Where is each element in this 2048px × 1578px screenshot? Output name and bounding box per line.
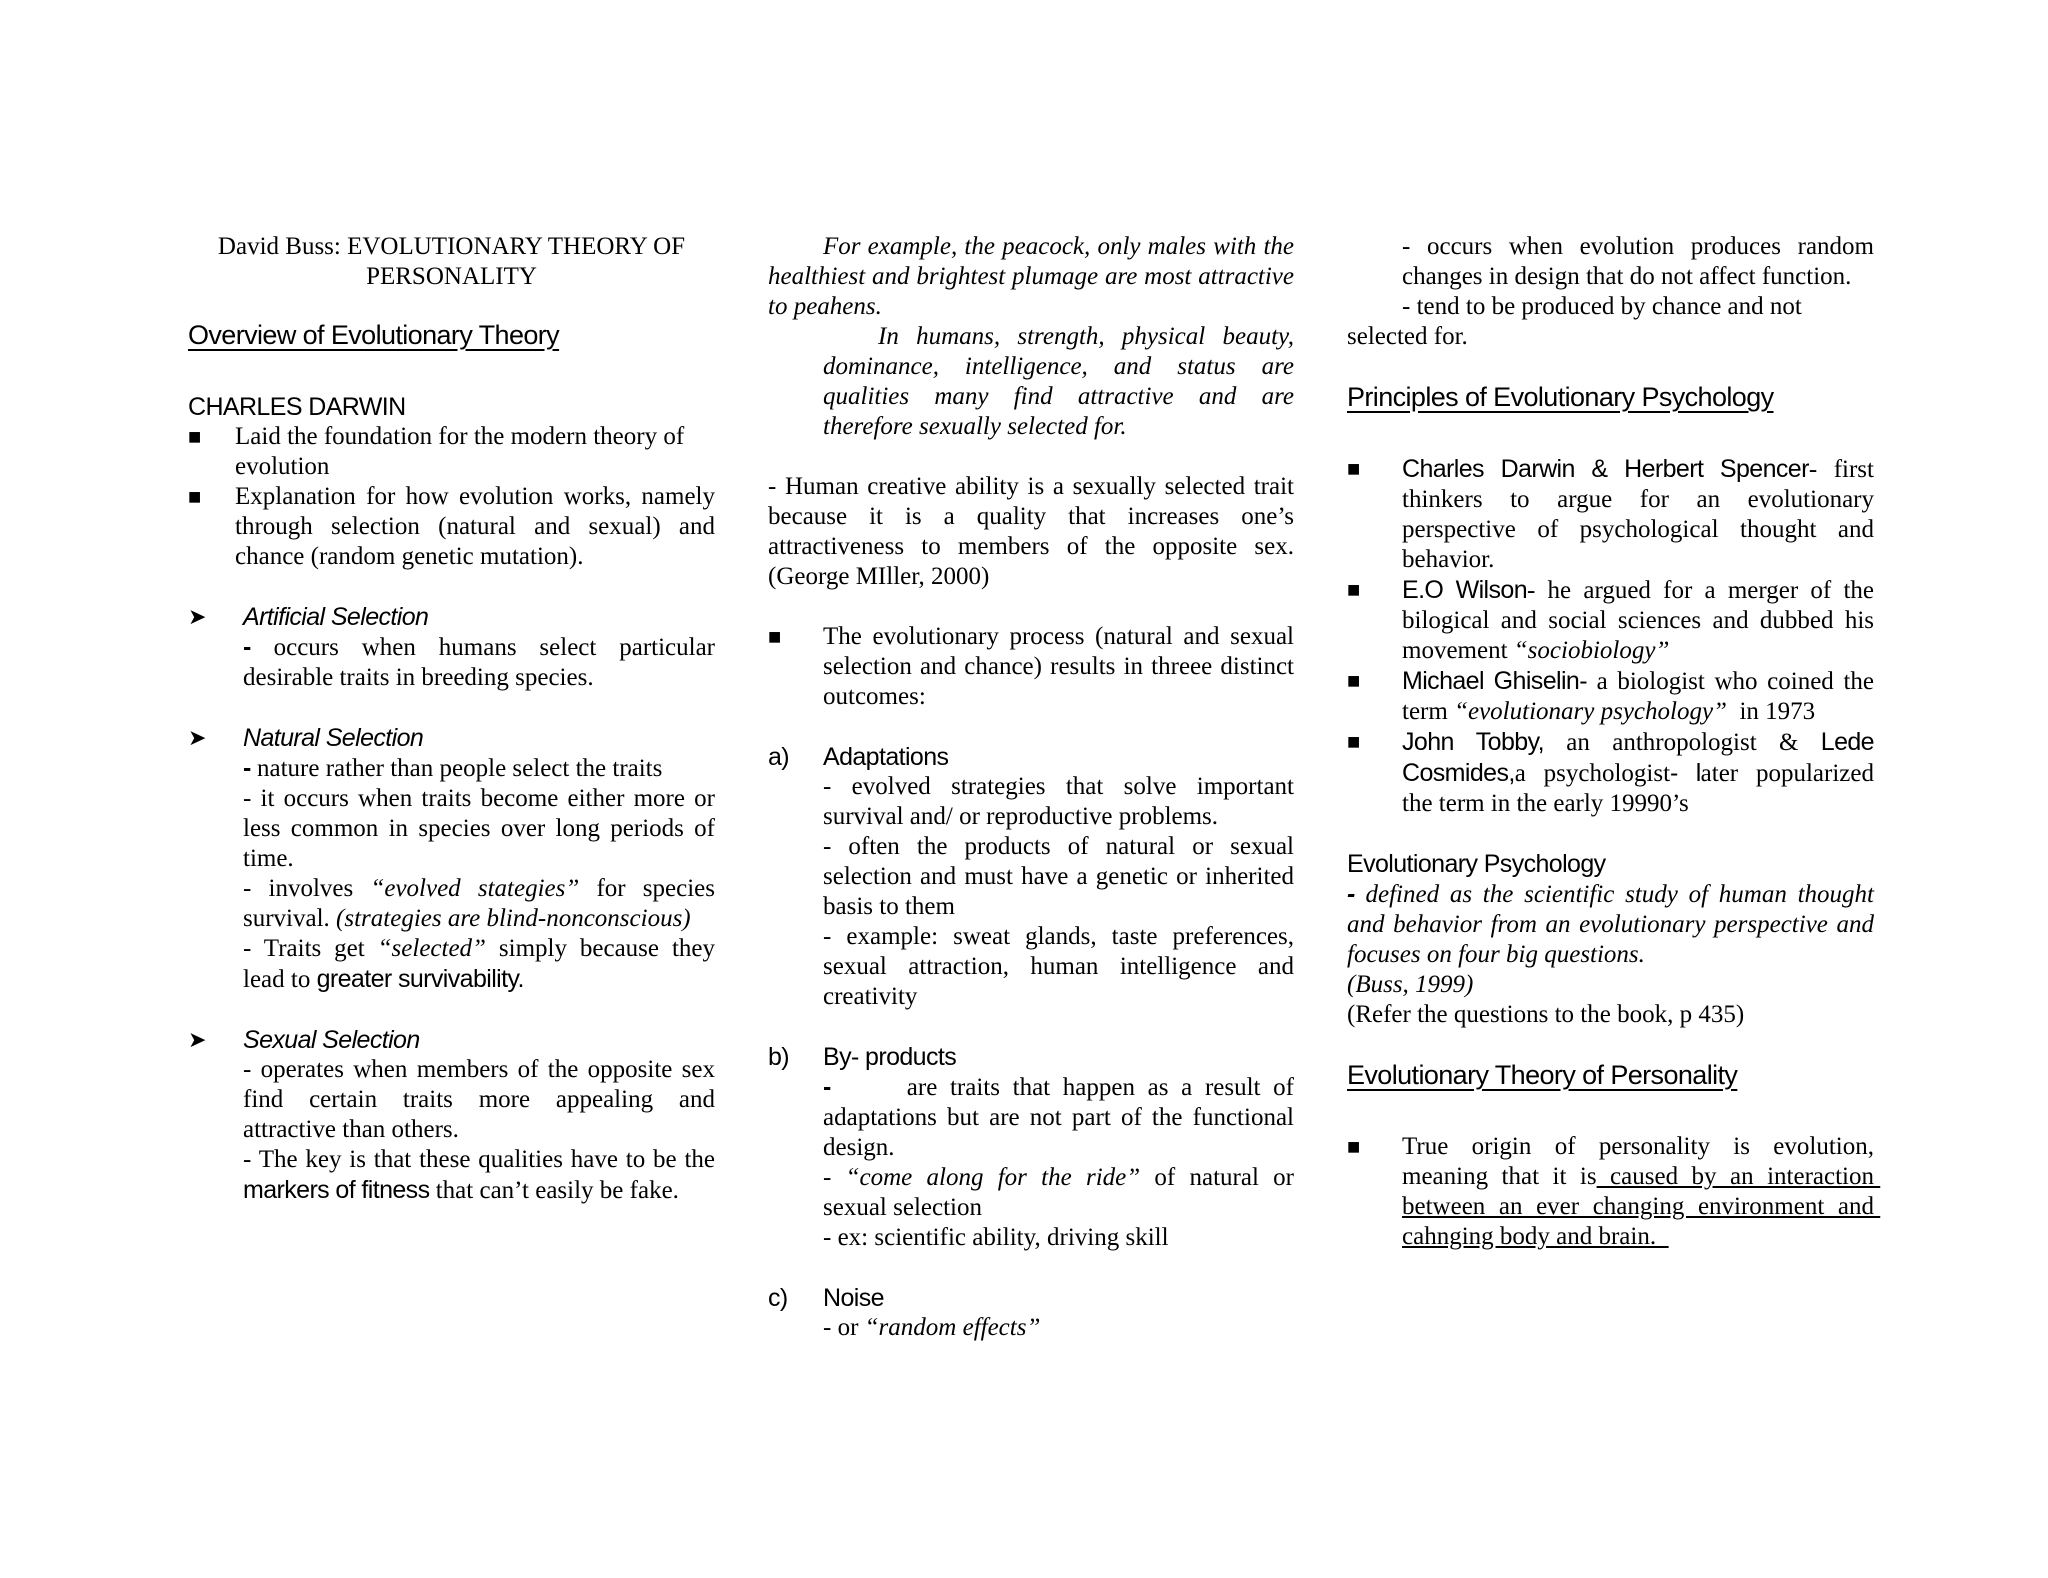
arrowhead-bullet-icon: ➤ <box>188 725 207 750</box>
square-bullet-icon: ■ <box>1347 1134 1361 1159</box>
arrowhead-bullet-icon: ➤ <box>188 604 207 629</box>
outcome-noise <box>768 1283 1294 1343</box>
outcome-line: - example: sweat glands, taste preferences, sexual attraction, human intelligence and creativity <box>823 923 1294 1010</box>
peacock-example: For example, the peacock, only males with the healthiest and brightest plumage are most attractive to peahens. <box>768 233 1294 320</box>
sexual-selection-title: Sexual Selection <box>243 1026 420 1054</box>
noise-description: - tend to be produced by chance and not selected for. <box>1347 293 1802 350</box>
bullet-text: E.O Wilson- he argued for a merger of the bilogical and social sciences and dubbed his movement “sociobiology” <box>1402 576 1874 664</box>
artificial-selection-text: - occurs when humans select particular desirable traits in breeding species. <box>243 633 715 691</box>
outcome-title: Noise <box>823 1284 884 1312</box>
outcome-title: By- products <box>823 1043 957 1071</box>
noise-description: - occurs when evolution produces random changes in design that do not affect function. <box>1402 233 1874 290</box>
principle-bullet <box>1347 727 1874 819</box>
principle-bullet <box>1347 666 1881 727</box>
bullet-text: Laid the foundation for the modern theory of evolution <box>235 423 685 480</box>
outcome-line: - evolved strategies that solve important survival and/ or reproductive problems. <box>823 773 1294 830</box>
natural-selection-survivability: - Traits get “selected” simply because they lead to greater survivability. <box>243 935 715 993</box>
principle-bullet <box>1347 575 1874 666</box>
bullet-text: Explanation for how evolution works, namely through selection (natural and sexual) and chance (random genetic mutation). <box>235 483 715 570</box>
principle-bullet <box>1347 454 1874 575</box>
square-bullet-icon: ■ <box>188 424 202 449</box>
bullet-text: Charles Darwin & Herbert Spencer- first thinkers to argue for an evolutionary perspective of psychological thought and behavior. <box>1402 455 1874 573</box>
outcome-title: Adaptations <box>823 743 949 771</box>
outcome-label: b) <box>768 1043 790 1071</box>
sexual-selection-line: - The key is that these qualities have to be the markers of fitness that can’t easily be fake. <box>243 1146 715 1204</box>
sexual-selection-line: - operates when members of the opposite sex find certain traits more appealing and attractive than others. <box>243 1056 715 1143</box>
artificial-selection <box>188 602 715 693</box>
square-bullet-icon: ■ <box>1347 729 1361 754</box>
outcome-line: - “come along for the ride” of natural or sexual selection <box>823 1164 1294 1221</box>
natural-selection-line: - it occurs when traits become either more or less common in species over long periods of time. <box>243 785 715 872</box>
arrowhead-bullet-icon: ➤ <box>188 1027 207 1052</box>
humans-example: In humans, strength, physical beauty, dominance, intelligence, and status are qualities many find attractive and are therefore sexually selected for. <box>823 323 1294 440</box>
square-bullet-icon: ■ <box>768 624 782 649</box>
natural-selection <box>188 723 715 874</box>
darwin-bullet <box>188 482 715 572</box>
outcome-line: - are traits that happen as a result of adaptations but are not part of the functional design. <box>823 1073 1301 1161</box>
outcome-line: - ex: scientific ability, driving skill <box>823 1224 1169 1251</box>
evolutionary-psychology-definition: - defined as the scientific study of human thought and behavior from an evolutionary perspective and focuses on four big questions. <box>1347 880 1874 968</box>
outcome-line: - or “random effects” <box>823 1314 1041 1341</box>
column-2 <box>768 232 1301 1343</box>
outcome-byproducts <box>768 1042 1301 1253</box>
bullet-text: John Tobby, an anthropologist & Lede Cosmides,a psychologist- later popularized the term in the early 19990’s <box>1402 728 1874 817</box>
outcome-label: a) <box>768 743 790 771</box>
outcome-adaptations <box>768 742 1294 1012</box>
square-bullet-icon: ■ <box>1347 668 1361 693</box>
darwin-heading: CHARLES DARWIN <box>188 393 406 421</box>
citation: (Buss, 1999) <box>1347 971 1474 998</box>
column-1 <box>188 232 715 1206</box>
document-title: David Buss: EVOLUTIONARY THEORY OF PERSONALITY <box>217 233 686 290</box>
personality-heading: Evolutionary Theory of Personality <box>1347 1060 1738 1090</box>
process-bullet <box>768 622 1294 712</box>
bullet-text: The evolutionary process (natural and sexual selection and chance) results in threee distinct outcomes: <box>823 623 1294 710</box>
darwin-bullet <box>188 422 715 482</box>
square-bullet-icon: ■ <box>1347 577 1361 602</box>
reference-note: (Refer the questions to the book, p 435) <box>1347 1001 1745 1028</box>
creative-ability: - Human creative ability is a sexually selected trait because it is a quality that increases one’s attractiveness to members of the opposite sex. (George MIller, 2000) <box>768 473 1294 590</box>
artificial-selection-title: Artificial Selection <box>243 603 429 631</box>
square-bullet-icon: ■ <box>188 484 202 509</box>
bullet-text: True origin of personality is evolution, meaning that it is caused by an interaction between an ever changing environment and cahnging body and brain. <box>1402 1133 1881 1250</box>
bullet-text: Michael Ghiselin- a biologist who coined the term “evolutionary psychology” in 1973 <box>1402 667 1881 725</box>
natural-selection-strategies: - involves “evolved stategies” for species survival. (strategies are blind-nonconscious) <box>243 875 715 932</box>
outcome-line: - often the products of natural or sexual selection and must have a genetic or inherited basis to them <box>823 833 1294 920</box>
natural-selection-line: - nature rather than people select the traits <box>243 754 663 782</box>
sexual-selection <box>188 1025 715 1206</box>
natural-selection-title: Natural Selection <box>243 724 424 752</box>
personality-bullet <box>1347 1132 1881 1252</box>
principles-heading: Principles of Evolutionary Psychology <box>1347 382 1774 412</box>
overview-heading: Overview of Evolutionary Theory <box>188 320 560 350</box>
square-bullet-icon: ■ <box>1347 456 1361 481</box>
evolutionary-psychology-heading: Evolutionary Psychology <box>1347 850 1606 878</box>
column-3 <box>1347 232 1881 1252</box>
outcome-label: c) <box>768 1284 788 1312</box>
